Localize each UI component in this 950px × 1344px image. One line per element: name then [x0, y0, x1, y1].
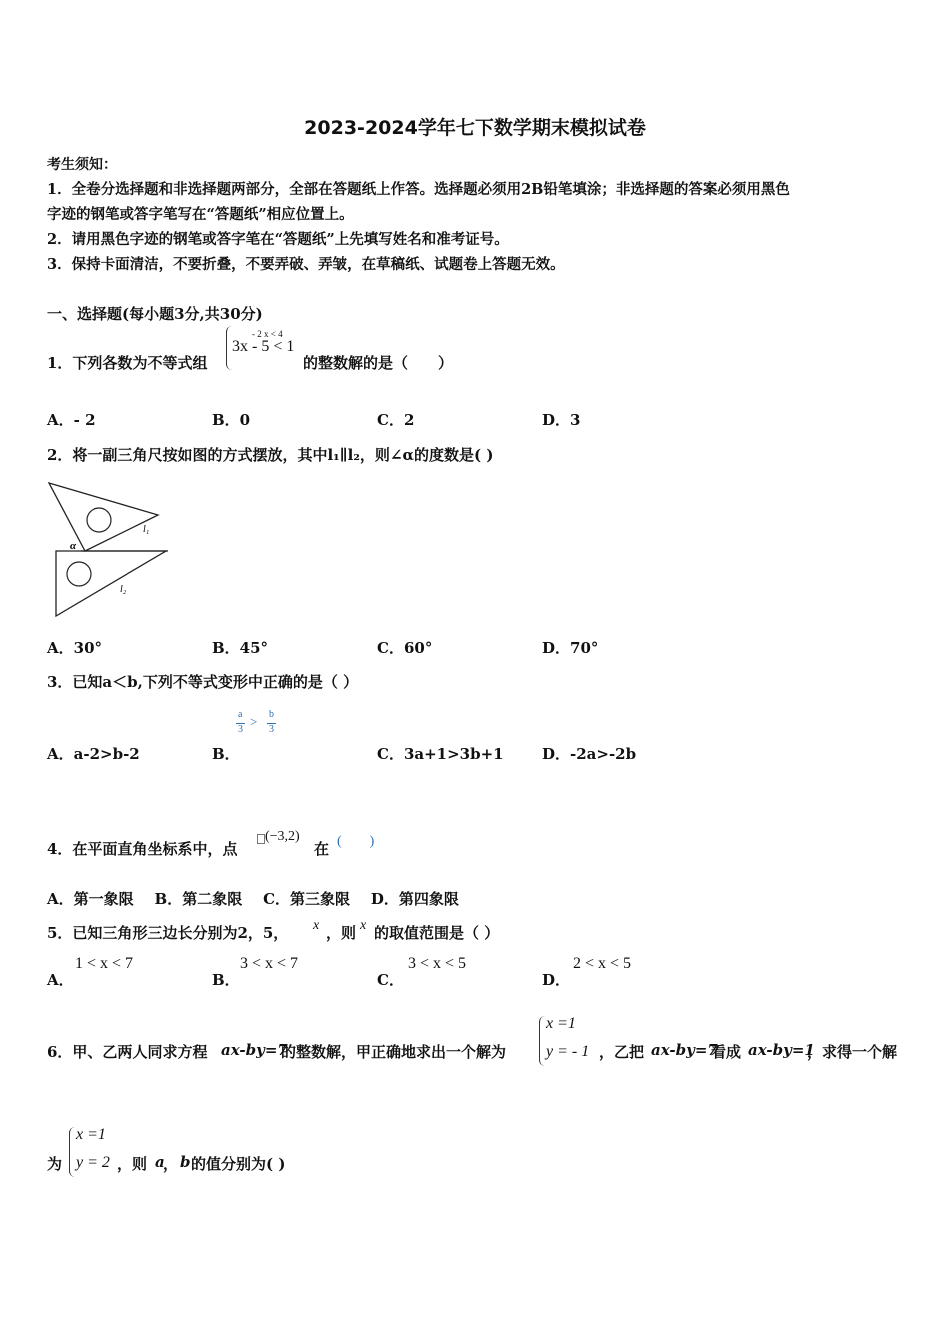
q3-option-b: B． [212, 745, 240, 763]
q6-var-b: b [180, 1153, 191, 1171]
q1-option-d: D．3 [542, 411, 581, 429]
q3-option-b-num2: b [269, 709, 274, 720]
q2-text: 2．将一副三角尺按如图的方式摆放，其中l₁∥l₂，则∠α的度数是( ) [47, 446, 494, 464]
q5-option-b-range: 3 < x < 7 [240, 955, 299, 972]
q5-option-b-label: B． [212, 971, 240, 989]
q5-option-c-range: 3 < x < 5 [408, 955, 467, 972]
notice-item-1-cont: 字迹的钢笔或答字笔写在“答题纸”相应位置上。 [47, 206, 354, 223]
q6-solution2-x: x =1 [76, 1126, 106, 1143]
q5-var-x2: x [360, 918, 367, 933]
q6-equation-1: ax-by=7 [221, 1041, 288, 1059]
q6-solution2-brace [69, 1127, 76, 1177]
q1-inequality-top: - 2 x < 4 [252, 329, 283, 339]
q6-equation-3: ax-by=1 [748, 1041, 815, 1059]
q3-option-d: D．-2a>-2b [542, 745, 637, 763]
q1-suffix: 的整数解的是（ ） [303, 354, 454, 372]
q3-option-a: A．a-2>b-2 [47, 745, 140, 763]
upper-triangle-hole [87, 508, 111, 532]
q6-line1-mid: 的整数解，甲正确地求出一个解为 [281, 1043, 507, 1061]
q5-prefix: 5．已知三角形三边长分别为2，5， [47, 924, 289, 942]
q2-option-a: A．30° [47, 639, 103, 657]
l1-label: l₁ [143, 524, 150, 535]
alpha-label: α [70, 540, 77, 552]
page-title: 2023-2024学年七下数学期末模拟试卷 [304, 117, 646, 139]
q6-line1-suffix: ，求得一个解 [807, 1043, 898, 1061]
q5-option-a-range: 1 < x < 7 [75, 955, 134, 972]
q5-option-c-label: C． [377, 971, 404, 989]
q2-option-d: D．70° [542, 639, 599, 657]
q6-comma: ， [163, 1155, 179, 1173]
q6-line2-prefix: 为 [47, 1155, 63, 1173]
q4-answer-blank: ( ) [337, 834, 375, 849]
q6-solution1-brace [539, 1016, 546, 1066]
q6-var-a: a [155, 1153, 165, 1171]
q6-line2-suffix: 的值分别为( ) [191, 1155, 286, 1173]
l2-label: l₂ [120, 584, 127, 595]
q5-option-a-label: A． [47, 971, 74, 989]
q3-option-c: C．3a+1>3b+1 [377, 745, 504, 763]
section-heading: 一、选择题(每小题3分,共30分) [47, 305, 263, 323]
notice-item-2: 2．请用黑色字迹的钢笔或答字笔在“答题纸”上先填写姓名和准考证号。 [47, 231, 509, 248]
triangle-rulers-figure [44, 478, 179, 623]
q6-equation-2: ax-by=7 [651, 1041, 718, 1059]
lower-triangle-hole [67, 562, 91, 586]
q6-line1-mid2: ，乙把 [599, 1043, 645, 1061]
q6-line1-prefix: 6．甲、乙两人同求方程 [47, 1043, 208, 1061]
q4-point: (−3,2) [265, 829, 300, 844]
q4-options: A．第一象限 B．第二象限 C．第三象限 D．第四象限 [47, 890, 459, 908]
q1-option-c: C．2 [377, 411, 415, 429]
q1-option-a: A．- 2 [47, 411, 96, 429]
q3-option-b-op: > [250, 714, 258, 729]
q6-line1-mid3: 看成 [711, 1043, 742, 1061]
notice-heading: 考生须知： [47, 157, 117, 173]
q1-inequality-bottom: 3x - 5 < 1 [232, 338, 295, 355]
q2-option-b: B．45° [212, 639, 269, 657]
notice-item-1: 1．全卷分选择题和非选择题两部分，全部在答题纸上作答。选择题必须用2B铅笔填涂；非选择题的答案必须用黑色 [47, 181, 790, 198]
q1-prefix: 1．下列各数为不等式组 [47, 354, 208, 372]
q5-var-x1: x [313, 918, 320, 933]
q4-suffix: 在 [314, 840, 330, 858]
q2-option-c: C．60° [377, 639, 433, 657]
notice-item-3: 3．保持卡面清洁，不要折叠，不要弄破、弄皱，在草稿纸、试题卷上答题无效。 [47, 256, 565, 273]
q3-option-b-den1: 3 [238, 724, 243, 735]
q5-option-d-range: 2 < x < 5 [573, 955, 632, 972]
q5-middle: ，则 [326, 924, 357, 942]
q3-option-b-den2: 3 [269, 724, 274, 735]
q3-text: 3．已知a＜b,下列不等式变形中正确的是（ ） [47, 673, 359, 691]
q4-prefix: 4．在平面直角坐标系中，点 [47, 840, 238, 858]
q3-option-b-num1: a [238, 709, 243, 720]
q5-option-d-label: D． [542, 971, 571, 989]
q1-option-b: B．0 [212, 411, 251, 429]
q4-placeholder-box [257, 834, 265, 844]
q6-solution1-x: x =1 [546, 1015, 576, 1032]
q6-solution1-y: y = - 1 [546, 1043, 590, 1060]
upper-triangle [49, 483, 158, 551]
q5-suffix: 的取值范围是（ ） [374, 924, 500, 942]
q6-solution2-y: y = 2 [76, 1154, 110, 1171]
q6-line2-mid: ，则 [117, 1155, 148, 1173]
